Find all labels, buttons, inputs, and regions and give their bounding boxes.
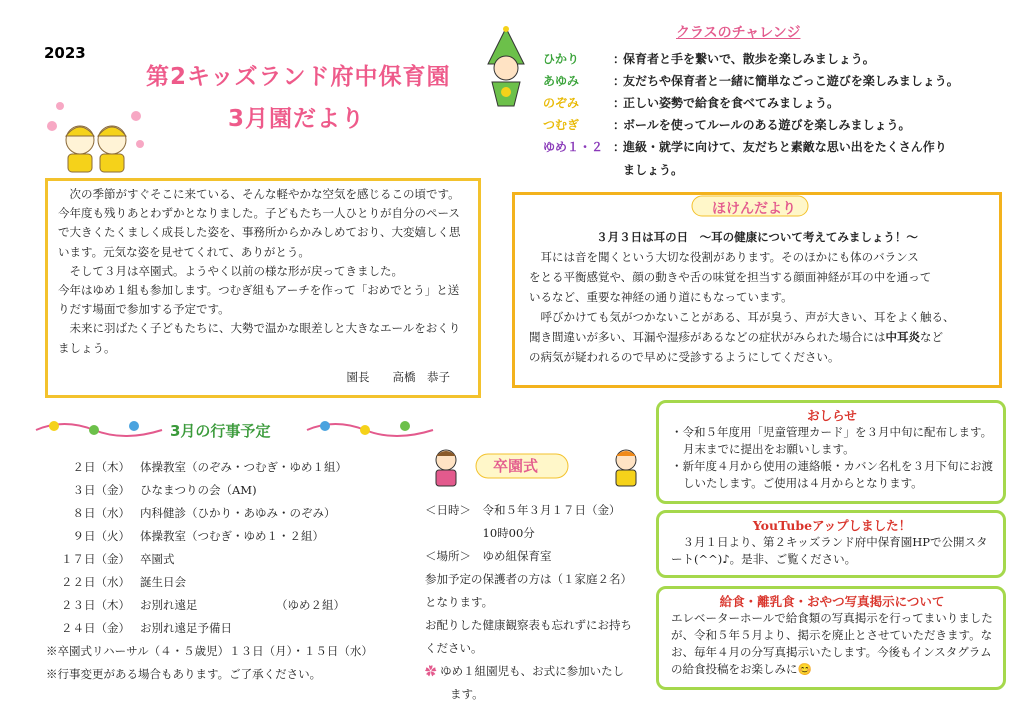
newsletter-title: 第2キッズランド府中保育園: [146, 64, 451, 90]
event-name: 内科健診（ひかり・あゆみ・のぞみ）: [140, 506, 336, 520]
event-date: １７日（金）: [61, 552, 130, 566]
notice-title: YouTubeアップしました！: [752, 518, 912, 533]
graduation-line: お配りした健康観察表も忘れずにお持ち: [425, 618, 632, 632]
class-name: ひかり: [543, 52, 580, 66]
event-name: 卒園式: [140, 552, 175, 566]
health-keyword: 中耳炎: [885, 330, 920, 344]
principal-greeting: [45, 178, 481, 398]
challenge-text: 正しい姿勢で給食を食べてみましょう。: [623, 96, 840, 110]
year-label: 2023: [44, 44, 86, 62]
notice-title: おしらせ: [807, 408, 857, 423]
notice-item: ３月１日より、第２キッズランド府中保育園HPで公開スタート(^^)♪。是非、ご覧ください。: [671, 535, 988, 566]
health-line: いるなど、重要な神経の通り道にもなっています。: [529, 290, 793, 304]
class-name: あゆみ: [543, 74, 580, 88]
events-title: 3月の行事予定: [170, 422, 271, 440]
health-line: の病気が疑われるので早めに受診するようにしてください。: [529, 350, 840, 364]
event-date: ８日（水）: [72, 506, 130, 520]
events-note: ※行事変更がある場合もあります。ご了承ください。: [46, 667, 322, 681]
class-name: ゆめ１・２: [543, 140, 604, 154]
mascot-icon: [478, 26, 534, 110]
child-illustration-icon: [606, 446, 646, 490]
bird-garland-icon: [305, 414, 435, 444]
graduation-line: 参加予定の保護者の方は（１家庭２名）: [425, 572, 632, 586]
health-line: 呼びかけても気がつかないことがある、耳が臭う、声が大きい、耳をよく触る、: [529, 310, 955, 324]
event-date: ２２日（水）: [61, 575, 130, 589]
meal-photo-notice-box: [656, 586, 1006, 690]
event-date: ２４日（金）: [61, 621, 130, 635]
challenge-text: 進級・就学に向けて、友だちと素敵な思い出をたくさん作り: [623, 140, 947, 154]
event-name: 誕生日会: [140, 575, 186, 589]
class-name: つむぎ: [543, 118, 580, 132]
health-line: をとる平衡感覚や、顔の動きや舌の味覚を担当する顔面神経が耳の中を通って: [529, 270, 932, 284]
event-date: ３日（金）: [72, 483, 130, 497]
kids-illustration-icon: [40, 96, 150, 178]
health-text: など: [920, 330, 943, 344]
challenge-text: ボールを使ってルールのある遊びを楽しみましょう。: [623, 118, 911, 132]
greeting-paragraph: 次の季節がすぐそこに来ている、そんな軽やかな空気を感じるこの頃です。: [58, 187, 460, 201]
graduation-line: ます。: [450, 687, 484, 701]
events-note: ※卒園式リハーサル（４・５歳児）１３日（月）・１５日（水）: [46, 644, 373, 658]
class-name: のぞみ: [543, 96, 580, 110]
challenge-row: ひかり ：保育者と手を繋いで、散歩を楽しみましょう。: [543, 52, 875, 66]
greeting-paragraph: 今年はゆめ１組も参加します。つむぎ組もアーチを作って「おめでとう」と送りだす場面で参加する予定です。: [58, 283, 460, 317]
graduation-line: となります。: [425, 595, 494, 609]
challenge-row: あゆみ ：友だちや保育者と一緒に簡単なごっこ遊びを楽しみましょう。: [543, 74, 959, 88]
health-title: ほけんだより: [712, 201, 796, 217]
health-line: [529, 327, 985, 347]
challenge-text: 保育者と手を繋いで、散歩を楽しみましょう。: [623, 52, 875, 66]
graduation-text: ゆめ１組園児も、お式に参加いたし: [440, 664, 625, 678]
challenge-continuation: ましょう。: [623, 163, 684, 177]
health-subtitle: ３月３日は耳の日 ～耳の健康について考えてみましょう！～: [596, 230, 918, 244]
challenge-row: つむぎ ：ボールを使ってルールのある遊びを楽しみましょう。: [543, 118, 911, 132]
event-date: ２３日（木）: [61, 598, 130, 612]
greeting-paragraph: そして３月は卒園式。ようやく以前の様な形が戻ってきました。: [58, 263, 403, 278]
graduation-line: ＜場所＞ ゆめ組保育室: [425, 549, 552, 563]
graduation-line: ＜日時＞ 令和５年３月１７日（金）: [425, 503, 621, 517]
event-name: お別れ遠足予備日: [140, 621, 232, 635]
graduation-title: 卒園式: [493, 457, 539, 475]
notice-item: ・新年度４月から使用の連絡帳・カバン名札を３月下旬にお渡しいたします。ご使用は４月からとなります。: [671, 459, 993, 490]
greeting-paragraph: 今年度も残りあとわずかとなりました。子どもたち一人ひとりが自分のペースで大きくたくましく成長した姿を、事務所からかみしめており、大変嬉しく思います。元気な姿を見せてくれて、ありがとう。: [58, 206, 461, 259]
flower-icon: ✿: [425, 664, 437, 678]
greeting-paragraph: 未来に羽ばたく子どもたちに、大勢で温かな眼差しと大きなエールをおくりましょう。: [58, 321, 461, 355]
newsletter-subtitle: 3月園だより: [228, 106, 366, 132]
event-name: お別れ遠足: [140, 598, 198, 612]
graduation-line: ください。: [425, 641, 483, 655]
notice-box: [656, 400, 1006, 504]
challenge-title: クラスのチャレンジ: [676, 25, 801, 41]
notice-title: 給食・離乳食・おやつ写真掲示について: [719, 594, 945, 609]
challenge-row: ゆめ１・２ ：進級・就学に向けて、友だちと素敵な思い出をたくさん作り: [543, 140, 947, 154]
event-name: 体操教室（のぞみ・つむぎ・ゆめ１組）: [140, 460, 347, 474]
health-line: 耳には音を聞くという大切な役割があります。そのほかにも体のバランス: [529, 250, 919, 264]
health-section: [512, 192, 1002, 388]
challenge-text: 友だちや保育者と一緒に簡単なごっこ遊びを楽しみましょう。: [623, 74, 959, 88]
notice-item: ・令和５年度用「児童管理カード」を３月中旬に配布します。月末までに提出をお願いします。: [671, 425, 993, 456]
youtube-notice-box: [656, 510, 1006, 578]
notice-item: エレベーターホールで給食類の写真掲示を行ってまいりましたが、令和５年５月より、掲示を廃止とさせていただきます。なお、毎年４月の分写真掲示いたします。今後もインスタグラムの給食投稿をお楽しみに😊: [671, 611, 993, 676]
event-name: 体操教室（つむぎ・ゆめ１・２組）: [140, 529, 324, 543]
health-text: 聞き間違いが多い、耳漏や湿疹があるなどの症状がみられた場合には: [529, 330, 886, 344]
event-date: ９日（火）: [72, 529, 130, 543]
event-name: ひなまつりの会（AM): [140, 483, 257, 497]
child-illustration-icon: [426, 446, 466, 490]
principal-signature: 園長 高橋 恭子: [346, 369, 450, 384]
graduation-line: 10時00分: [425, 526, 535, 540]
event-date: ２日（木）: [72, 460, 130, 474]
event-extra: （ゆめ２組）: [276, 598, 345, 612]
graduation-line: [425, 663, 624, 679]
challenge-row: のぞみ ：正しい姿勢で給食を食べてみましょう。: [543, 96, 840, 110]
bird-garland-icon: [34, 414, 164, 444]
